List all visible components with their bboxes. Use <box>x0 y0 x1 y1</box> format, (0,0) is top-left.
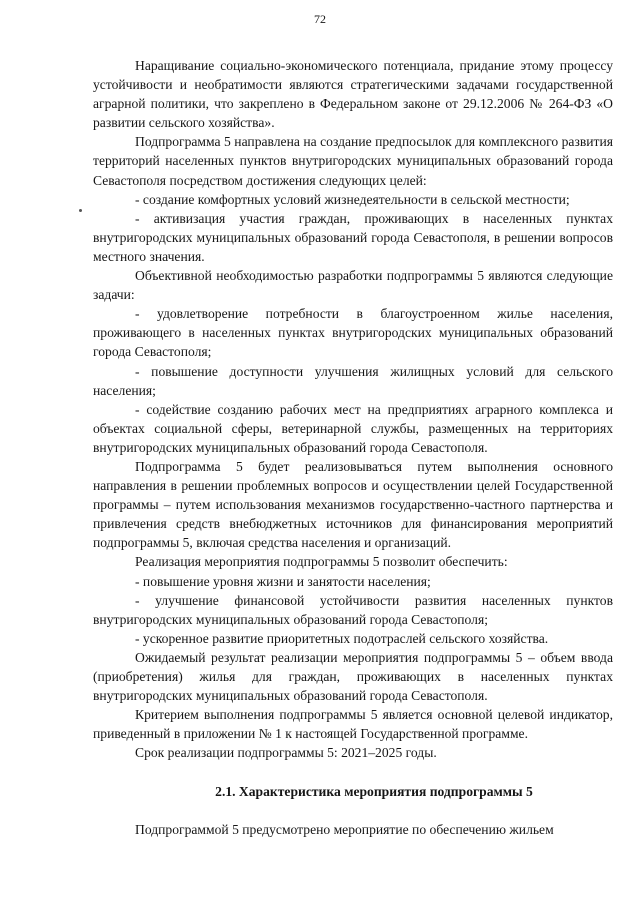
paragraph: Реализация мероприятия подпрограммы 5 позволит обеспечить: <box>135 554 508 570</box>
paragraph: Подпрограмма 5 будет реализовываться путем выполнения основного направления в решении проблемных вопросов и осуществлении целей Государственной программы – путем использования механизмов государственно-частного партнерства и привлечения средств внебюджетных источников для финансирования мероприятий подпрограммы 5, включая средства населения и организаций. <box>93 458 613 551</box>
list-item: - содействие созданию рабочих мест на предприятиях аграрного комплекса и объектах социальной сферы, ветеринарной службы, размещенных на территориях внутригородских муниципальных образований города Севастополя. <box>93 401 613 455</box>
paragraph: Ожидаемый результат реализации мероприятия подпрограммы 5 – объем ввода (приобретения) жилья для граждан, проживающих в населенных пунктах внутригородских муниципальных образований города Севастополя. <box>93 649 613 704</box>
margin-mark <box>79 209 82 212</box>
list-item: - ускоренное развитие приоритетных подотраслей сельского хозяйства. <box>135 630 549 646</box>
paragraph: Подпрограммой 5 предусмотрено мероприятие по обеспечению жильем <box>135 821 554 837</box>
paragraph: Наращивание социально-экономического потенциала, придание этому процессу устойчивости и необратимости являются стратегическими задачами государственной аграрной политики, что закреплено в Федеральном законе от 29.12.2006 № 264-ФЗ «О развитии сельского хозяйства». <box>93 58 613 131</box>
list-item: - повышение уровня жизни и занятости населения; <box>135 573 431 589</box>
paragraph: Объективной необходимостью разработки подпрограммы 5 являются следующие задачи: <box>93 268 613 303</box>
list-item: - повышение доступности улучшения жилищных условий для сельского населения; <box>93 363 613 398</box>
page-number: 72 <box>314 12 326 26</box>
section-heading: 2.1. Характеристика мероприятия подпрограммы 5 <box>215 784 533 800</box>
paragraph: Срок реализации подпрограммы 5: 2021–2025 годы. <box>135 745 437 761</box>
list-item: - создание комфортных условий жизнедеятельности в сельской местности; <box>135 191 570 207</box>
list-item: - улучшение финансовой устойчивости развития населенных пунктов внутригородских муниципальных образований города Севастополя; <box>93 592 613 627</box>
paragraph: Критерием выполнения подпрограммы 5 является основной целевой индикатор, приведенный в приложении № 1 к настоящей Государственной программе. <box>93 707 613 742</box>
document-body <box>93 56 613 839</box>
paragraph: Подпрограмма 5 направлена на создание предпосылок для комплексного развития территорий населенных пунктов внутригородских муниципальных образований города Севастополя посредством достижения следующих целей: <box>93 134 613 188</box>
list-item: - удовлетворение потребности в благоустроенном жилье населения, проживающего в населенных пунктах внутригородских муниципальных образований города Севастополя; <box>93 306 613 360</box>
list-item: - активизация участия граждан, проживающих в населенных пунктах внутригородских муниципальных образований города Севастополя, в решении вопросов местного значения. <box>93 210 613 264</box>
